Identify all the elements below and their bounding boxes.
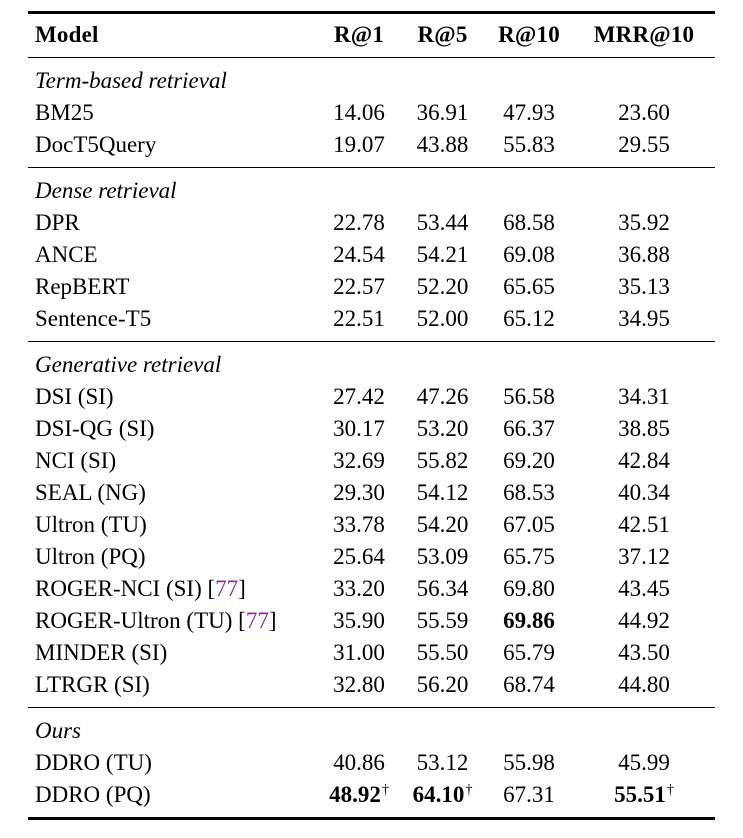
metric-cell bbox=[318, 573, 400, 605]
metric-value: 53.44 bbox=[416, 210, 469, 235]
metric-cell bbox=[318, 129, 400, 168]
metric-cell bbox=[573, 541, 715, 573]
results-table bbox=[28, 11, 715, 820]
metric-value: 68.74 bbox=[503, 672, 555, 697]
metric-cell bbox=[400, 271, 485, 303]
table-row bbox=[28, 605, 715, 637]
model-cell bbox=[28, 509, 318, 541]
metric-cell bbox=[573, 303, 715, 342]
model-name: SEAL (NG) bbox=[35, 480, 146, 505]
table-row bbox=[28, 207, 715, 239]
metric-value: 44.92 bbox=[618, 608, 670, 633]
section-label-row bbox=[28, 168, 715, 208]
metric-cell bbox=[400, 129, 485, 168]
metric-value: 35.13 bbox=[618, 274, 670, 299]
metric-cell bbox=[318, 605, 400, 637]
metric-value: 19.07 bbox=[333, 132, 385, 157]
metric-value: 66.37 bbox=[503, 416, 555, 441]
model-cell bbox=[28, 605, 318, 637]
metric-value: 68.58 bbox=[503, 210, 555, 235]
metric-value: 43.88 bbox=[416, 132, 469, 157]
metric-cell bbox=[485, 239, 573, 271]
metric-cell bbox=[400, 747, 485, 779]
table-row bbox=[28, 303, 715, 342]
metric-cell bbox=[573, 573, 715, 605]
metric-value: 22.57 bbox=[333, 274, 385, 299]
model-cell bbox=[28, 413, 318, 445]
metric-value: 56.20 bbox=[416, 672, 469, 697]
metric-cell bbox=[318, 747, 400, 779]
model-name: DSI (SI) bbox=[35, 384, 114, 409]
metric-value: 68.53 bbox=[503, 480, 555, 505]
metric-value: 40.34 bbox=[618, 480, 670, 505]
metric-value: 29.55 bbox=[618, 132, 670, 157]
metric-value: 64.10 bbox=[412, 782, 465, 807]
metric-value: 30.17 bbox=[333, 416, 385, 441]
citation-bracket-open: [ bbox=[207, 576, 216, 601]
metric-cell bbox=[400, 637, 485, 669]
metric-cell bbox=[400, 239, 485, 271]
header-cell-r10: R@10 bbox=[485, 13, 573, 58]
table-row bbox=[28, 573, 715, 605]
citation-bracket-close: ] bbox=[268, 608, 277, 633]
metric-value: 47.93 bbox=[503, 100, 555, 125]
metric-value: 55.98 bbox=[503, 750, 555, 775]
metric-value: 55.83 bbox=[503, 132, 555, 157]
metric-value: 67.31 bbox=[503, 782, 555, 807]
section-label: Dense retrieval bbox=[28, 168, 715, 208]
metric-cell bbox=[573, 97, 715, 129]
metric-value: 55.82 bbox=[416, 448, 469, 473]
model-cell bbox=[28, 445, 318, 477]
metric-cell bbox=[400, 541, 485, 573]
model-cell bbox=[28, 239, 318, 271]
model-name: DPR bbox=[35, 210, 80, 235]
metric-value: 33.20 bbox=[333, 576, 385, 601]
metric-cell bbox=[485, 747, 573, 779]
model-name: NCI (SI) bbox=[35, 448, 117, 473]
metric-cell bbox=[485, 637, 573, 669]
model-name: DocT5Query bbox=[35, 132, 157, 157]
metric-cell bbox=[400, 303, 485, 342]
metric-cell bbox=[573, 779, 715, 819]
metric-cell bbox=[573, 239, 715, 271]
table-row bbox=[28, 129, 715, 168]
metric-value: 35.90 bbox=[333, 608, 385, 633]
model-name: ROGER-Ultron (TU) bbox=[35, 608, 233, 633]
model-cell bbox=[28, 669, 318, 708]
model-name: MINDER (SI) bbox=[35, 640, 168, 665]
section-label: Ours bbox=[28, 708, 715, 748]
citation-bracket-open: [ bbox=[238, 608, 246, 633]
metric-value: 69.20 bbox=[503, 448, 555, 473]
metric-cell bbox=[485, 477, 573, 509]
metric-value: 69.08 bbox=[503, 242, 555, 267]
metric-cell bbox=[485, 779, 573, 819]
table-row bbox=[28, 413, 715, 445]
metric-value: 45.99 bbox=[618, 750, 670, 775]
metric-value: 35.92 bbox=[618, 210, 670, 235]
metric-cell bbox=[318, 413, 400, 445]
model-cell bbox=[28, 303, 318, 342]
metric-value: 31.00 bbox=[333, 640, 385, 665]
model-name: LTRGR (SI) bbox=[35, 672, 150, 697]
metric-cell bbox=[318, 381, 400, 413]
model-cell bbox=[28, 637, 318, 669]
metric-value: 24.54 bbox=[333, 242, 385, 267]
metric-cell bbox=[485, 129, 573, 168]
metric-value: 25.64 bbox=[333, 544, 385, 569]
model-name: DDRO (PQ) bbox=[35, 782, 151, 807]
model-cell bbox=[28, 381, 318, 413]
metric-cell bbox=[318, 669, 400, 708]
citation-link[interactable]: 77 bbox=[215, 576, 239, 601]
metric-cell bbox=[318, 779, 400, 819]
metric-cell bbox=[400, 477, 485, 509]
section-label-row bbox=[28, 708, 715, 748]
metric-cell bbox=[318, 239, 400, 271]
metric-cell bbox=[400, 207, 485, 239]
model-cell bbox=[28, 747, 318, 779]
metric-value: 65.12 bbox=[503, 306, 555, 331]
metric-value: 43.50 bbox=[618, 640, 670, 665]
metric-cell bbox=[573, 381, 715, 413]
metric-value: 56.58 bbox=[503, 384, 555, 409]
metric-cell bbox=[485, 303, 573, 342]
model-name: ANCE bbox=[35, 242, 98, 267]
metric-value: 32.69 bbox=[333, 448, 385, 473]
model-cell bbox=[28, 129, 318, 168]
metric-value: 36.91 bbox=[416, 100, 469, 125]
model-name: DDRO (TU) bbox=[35, 750, 152, 775]
section-label-row bbox=[28, 58, 715, 98]
table-body bbox=[28, 58, 715, 819]
metric-value: 37.12 bbox=[618, 544, 670, 569]
metric-cell bbox=[485, 509, 573, 541]
model-cell bbox=[28, 271, 318, 303]
metric-value: 53.12 bbox=[416, 750, 469, 775]
metric-cell bbox=[485, 271, 573, 303]
metric-cell bbox=[573, 509, 715, 541]
model-name: BM25 bbox=[35, 100, 94, 125]
metric-cell bbox=[485, 573, 573, 605]
metric-value: 40.86 bbox=[333, 750, 385, 775]
metric-cell bbox=[573, 669, 715, 708]
dagger-symbol: † bbox=[465, 782, 473, 799]
metric-cell bbox=[485, 669, 573, 708]
metric-value: 54.21 bbox=[416, 242, 469, 267]
metric-cell bbox=[485, 445, 573, 477]
table-row bbox=[28, 381, 715, 413]
metric-cell bbox=[573, 413, 715, 445]
metric-value: 29.30 bbox=[333, 480, 385, 505]
citation-bracket-close: ] bbox=[238, 576, 246, 601]
metric-value: 32.80 bbox=[333, 672, 385, 697]
metric-cell bbox=[485, 381, 573, 413]
metric-value: 56.34 bbox=[416, 576, 469, 601]
table-row bbox=[28, 779, 715, 819]
metric-value: 54.12 bbox=[416, 480, 469, 505]
metric-cell bbox=[318, 477, 400, 509]
metric-cell bbox=[400, 779, 485, 819]
metric-cell bbox=[400, 413, 485, 445]
metric-value: 53.09 bbox=[416, 544, 469, 569]
table-row bbox=[28, 97, 715, 129]
metric-value: 55.59 bbox=[416, 608, 469, 633]
metric-cell bbox=[573, 747, 715, 779]
metric-value: 22.51 bbox=[333, 306, 385, 331]
metric-value: 65.79 bbox=[503, 640, 555, 665]
table-row bbox=[28, 477, 715, 509]
header-cell-mrr10: MRR@10 bbox=[573, 13, 715, 58]
metric-cell bbox=[400, 509, 485, 541]
metric-value: 14.06 bbox=[333, 100, 385, 125]
header-cell-r1: R@1 bbox=[318, 13, 400, 58]
metric-cell bbox=[318, 207, 400, 239]
model-cell bbox=[28, 477, 318, 509]
section-label: Generative retrieval bbox=[28, 342, 715, 382]
metric-value: 52.20 bbox=[416, 274, 469, 299]
table-row bbox=[28, 445, 715, 477]
header-cell-model: Model bbox=[28, 13, 318, 58]
metric-value: 52.00 bbox=[416, 306, 469, 331]
metric-value: 67.05 bbox=[503, 512, 555, 537]
model-cell bbox=[28, 573, 318, 605]
metric-cell bbox=[318, 445, 400, 477]
header-cell-r5: R@5 bbox=[400, 13, 485, 58]
citation-link[interactable]: 77 bbox=[245, 608, 269, 633]
metric-cell bbox=[485, 413, 573, 445]
metric-cell bbox=[400, 445, 485, 477]
metric-cell bbox=[318, 303, 400, 342]
metric-value: 23.60 bbox=[618, 100, 670, 125]
metric-value: 36.88 bbox=[618, 242, 670, 267]
metric-cell bbox=[573, 605, 715, 637]
metric-value: 47.26 bbox=[416, 384, 469, 409]
metric-cell bbox=[400, 97, 485, 129]
dagger-symbol: † bbox=[666, 782, 674, 799]
table-row bbox=[28, 541, 715, 573]
metric-value: 69.86 bbox=[503, 608, 555, 633]
table-row bbox=[28, 271, 715, 303]
metric-value: 55.51 bbox=[614, 782, 666, 807]
dagger-symbol: † bbox=[381, 782, 389, 799]
metric-cell bbox=[573, 637, 715, 669]
metric-value: 22.78 bbox=[333, 210, 385, 235]
section-label: Term-based retrieval bbox=[35, 68, 227, 93]
metric-cell bbox=[318, 509, 400, 541]
metric-cell bbox=[318, 637, 400, 669]
metric-cell bbox=[400, 573, 485, 605]
table-row bbox=[28, 637, 715, 669]
model-name: Sentence-T5 bbox=[35, 306, 152, 331]
metric-cell bbox=[573, 271, 715, 303]
metric-cell bbox=[573, 477, 715, 509]
metric-value: 53.20 bbox=[416, 416, 469, 441]
model-name: Ultron (TU) bbox=[35, 512, 147, 537]
metric-cell bbox=[400, 605, 485, 637]
metric-cell bbox=[573, 207, 715, 239]
metric-cell bbox=[400, 381, 485, 413]
header-row bbox=[28, 13, 715, 58]
metric-value: 48.92 bbox=[329, 782, 381, 807]
metric-cell bbox=[318, 541, 400, 573]
metric-value: 65.65 bbox=[503, 274, 555, 299]
metric-cell bbox=[318, 271, 400, 303]
metric-value: 38.85 bbox=[618, 416, 670, 441]
metric-value: 34.31 bbox=[618, 384, 670, 409]
metric-value: 54.20 bbox=[416, 512, 469, 537]
metric-cell bbox=[400, 669, 485, 708]
metric-value: 43.45 bbox=[618, 576, 670, 601]
metric-value: 55.50 bbox=[416, 640, 469, 665]
metric-value: 69.80 bbox=[503, 576, 555, 601]
metric-value: 33.78 bbox=[333, 512, 385, 537]
model-name: DSI-QG (SI) bbox=[35, 416, 155, 441]
section-label-row bbox=[28, 342, 715, 382]
metric-value: 42.51 bbox=[618, 512, 670, 537]
metric-value: 44.80 bbox=[618, 672, 670, 697]
table-row bbox=[28, 239, 715, 271]
model-cell bbox=[28, 207, 318, 239]
metric-value: 27.42 bbox=[333, 384, 385, 409]
metric-value: 65.75 bbox=[503, 544, 555, 569]
metric-value: 42.84 bbox=[618, 448, 670, 473]
table-row bbox=[28, 669, 715, 708]
table-row bbox=[28, 747, 715, 779]
model-cell bbox=[28, 97, 318, 129]
model-name: RepBERT bbox=[35, 274, 130, 299]
model-name: ROGER-NCI (SI) bbox=[35, 576, 202, 601]
table-row bbox=[28, 509, 715, 541]
metric-cell bbox=[485, 541, 573, 573]
metric-value: 34.95 bbox=[618, 306, 670, 331]
metric-cell bbox=[485, 207, 573, 239]
model-name: Ultron (PQ) bbox=[35, 544, 146, 569]
metric-cell bbox=[485, 97, 573, 129]
metric-cell bbox=[573, 445, 715, 477]
metric-cell bbox=[318, 97, 400, 129]
model-cell bbox=[28, 541, 318, 573]
metric-cell bbox=[573, 129, 715, 168]
metric-cell bbox=[485, 605, 573, 637]
model-cell bbox=[28, 779, 318, 819]
